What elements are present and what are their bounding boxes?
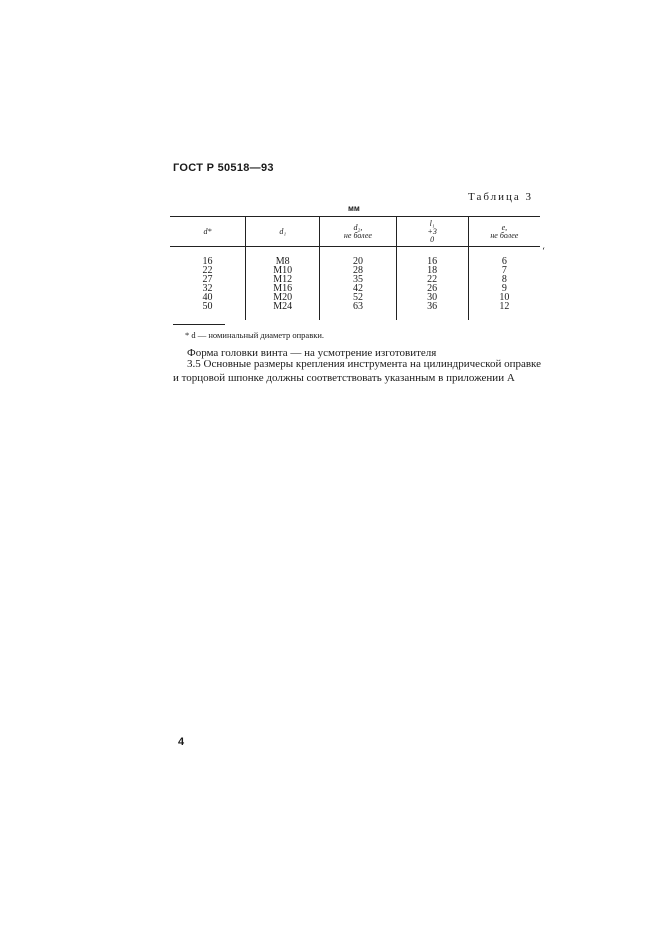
table-cell: 6 (468, 247, 540, 267)
table-cell: 20 (320, 247, 396, 267)
document-code: ГОСТ Р 50518—93 (173, 162, 274, 174)
column-qualifier: не более (343, 230, 372, 240)
column-symbol: d₂, (353, 222, 363, 232)
column-symbol: d* (203, 226, 212, 236)
table-row (170, 247, 540, 267)
table-row (170, 302, 540, 320)
column-symbol: l₁ (429, 218, 435, 228)
column-header (396, 217, 468, 247)
column-symbol: d₁ (279, 226, 287, 236)
table-cell: 36 (396, 302, 468, 320)
dimensions-table (170, 216, 540, 320)
column-qualifier: не более (490, 230, 519, 240)
table-cell: 8 (468, 275, 540, 284)
table-cell: M16 (246, 284, 320, 293)
table-cell: 18 (396, 266, 468, 275)
column-tolerance-lower: 0 (430, 234, 435, 244)
table-cell: M12 (246, 275, 320, 284)
table-footnote: * d — номинальный диаметр оправки. (185, 330, 325, 340)
table-cell: M10 (246, 266, 320, 275)
table-cell: 12 (468, 302, 540, 320)
page-number: 4 (178, 736, 185, 748)
table-cell: 16 (396, 247, 468, 267)
table-cell: 7 (468, 266, 540, 275)
table-cell: 30 (396, 293, 468, 302)
table-cell: 42 (320, 284, 396, 293)
margin-mark: ‘ (542, 247, 545, 257)
table-cell: 50 (202, 301, 213, 312)
column-header (170, 217, 246, 247)
column-header (246, 217, 320, 247)
table-cell: 40 (202, 292, 213, 303)
column-header (468, 217, 540, 247)
table-cell: 28 (320, 266, 396, 275)
table-cell: M8 (246, 247, 320, 267)
paragraph-head-shape: Форма головки винта — на усмотрение изготовителя (187, 347, 437, 359)
table-cell: M20 (246, 293, 320, 302)
table-units: мм (348, 204, 360, 213)
table-cell: 32 (202, 283, 213, 294)
table-cell: M24 (246, 302, 320, 320)
table-cell: 22 (396, 275, 468, 284)
table-cell: 16 (202, 256, 213, 267)
table-cell: 63 (320, 302, 396, 320)
footnote-divider (173, 324, 225, 325)
table-cell: 22 (202, 265, 213, 276)
table-cell: 52 (320, 293, 396, 302)
table-cell: 10 (468, 293, 540, 302)
table-cell: 9 (468, 284, 540, 293)
column-header (320, 217, 396, 247)
table-cell: 26 (396, 284, 468, 293)
table-header-row (170, 217, 540, 247)
paragraph-section-3-5: 3.5 Основные размеры крепления инструмента на цилиндрической оправке и торцовой шпонке должны соответствовать указанным в приложении А (173, 358, 541, 384)
table-title: Таблица 3 (468, 191, 534, 203)
column-tolerance-upper: +3 (427, 226, 437, 236)
table-cell: 27 (202, 274, 213, 285)
table-cell: 35 (320, 275, 396, 284)
column-symbol: e, (501, 222, 508, 232)
